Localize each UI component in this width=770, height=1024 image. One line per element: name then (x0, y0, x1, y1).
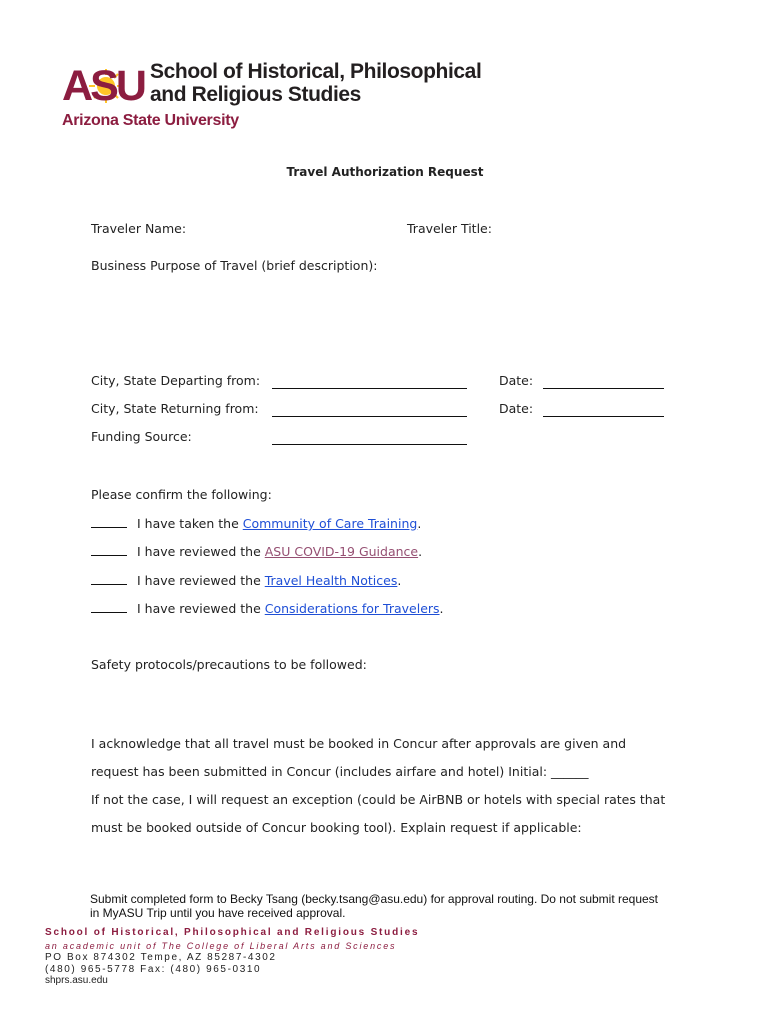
footer-website[interactable]: shprs.asu.edu (45, 975, 108, 986)
confirm-heading: Please confirm the following: (91, 487, 272, 502)
confirm-item (91, 600, 444, 616)
ack-line: If not the case, I will request an exception (could be AirBNB or hotels with special rates that (91, 792, 666, 807)
ack-line: I acknowledge that all travel must be booked in Concur after approvals are given and (91, 736, 627, 751)
departing-field[interactable] (272, 387, 467, 389)
traveler-name-label: Traveler Name: (91, 221, 187, 236)
logo-text: ASU (62, 62, 145, 104)
community-care-link[interactable]: Community of Care Training (242, 516, 418, 531)
page-title: Travel Authorization Request (286, 165, 484, 179)
ack-line: request has been submitted in Concur (includes airfare and hotel) Initial: ______ (91, 764, 589, 779)
covid-guidance-link[interactable]: ASU COVID-19 Guidance (264, 544, 419, 559)
footer-address: PO Box 874302 Tempe, AZ 85287-4302 (45, 952, 277, 963)
considerations-link[interactable]: Considerations for Travelers (264, 601, 440, 616)
confirm-blank[interactable] (91, 543, 127, 556)
confirm-suffix: . (417, 516, 422, 531)
returning-date-field[interactable] (543, 415, 664, 417)
confirm-text: I have reviewed the (137, 601, 265, 616)
school-name-line1: School of Historical, Philosophical (150, 60, 482, 83)
funding-label: Funding Source: (91, 429, 192, 444)
confirm-text: I have reviewed the (137, 573, 265, 588)
safety-label: Safety protocols/precautions to be followed: (91, 657, 367, 672)
footer-school: School of Historical, Philosophical and Religious Studies (45, 927, 420, 938)
purpose-label: Business Purpose of Travel (brief description): (91, 258, 378, 273)
university-name: Arizona State University (62, 112, 239, 129)
confirm-suffix: . (397, 573, 402, 588)
confirm-blank[interactable] (91, 572, 127, 585)
school-name (150, 60, 481, 106)
departing-date-label: Date: (499, 373, 534, 388)
confirm-suffix: . (418, 544, 423, 559)
confirm-text: I have reviewed the (137, 544, 265, 559)
asu-logo (62, 60, 145, 104)
submission-note (90, 892, 700, 920)
submission-note-line1: Submit completed form to Becky Tsang (becky.tsang@asu.edu) for approval routing. Do not submit request (90, 892, 659, 906)
confirm-blank[interactable] (91, 600, 127, 613)
confirm-item (91, 543, 422, 559)
returning-date-label: Date: (499, 401, 534, 416)
travel-health-link[interactable]: Travel Health Notices (264, 573, 398, 588)
traveler-title-label: Traveler Title: (407, 221, 492, 236)
funding-field[interactable] (272, 443, 467, 445)
submission-note-line2: in MyASU Trip until you have received approval. (90, 906, 346, 920)
ack-line: must be booked outside of Concur booking tool). Explain request if applicable: (91, 820, 582, 835)
confirm-item (91, 572, 401, 588)
confirm-text: I have taken the (137, 516, 243, 531)
returning-field[interactable] (272, 415, 467, 417)
departing-date-field[interactable] (543, 387, 664, 389)
school-name-line2: and Religious Studies (150, 83, 361, 106)
confirm-item (91, 515, 421, 531)
returning-label: City, State Returning from: (91, 401, 259, 416)
confirm-blank[interactable] (91, 515, 127, 528)
confirm-suffix: . (439, 601, 444, 616)
departing-label: City, State Departing from: (91, 373, 261, 388)
footer-unit: an academic unit of The College of Liberal Arts and Sciences (45, 941, 397, 951)
footer-phone: (480) 965-5778 Fax: (480) 965-0310 (45, 964, 262, 975)
